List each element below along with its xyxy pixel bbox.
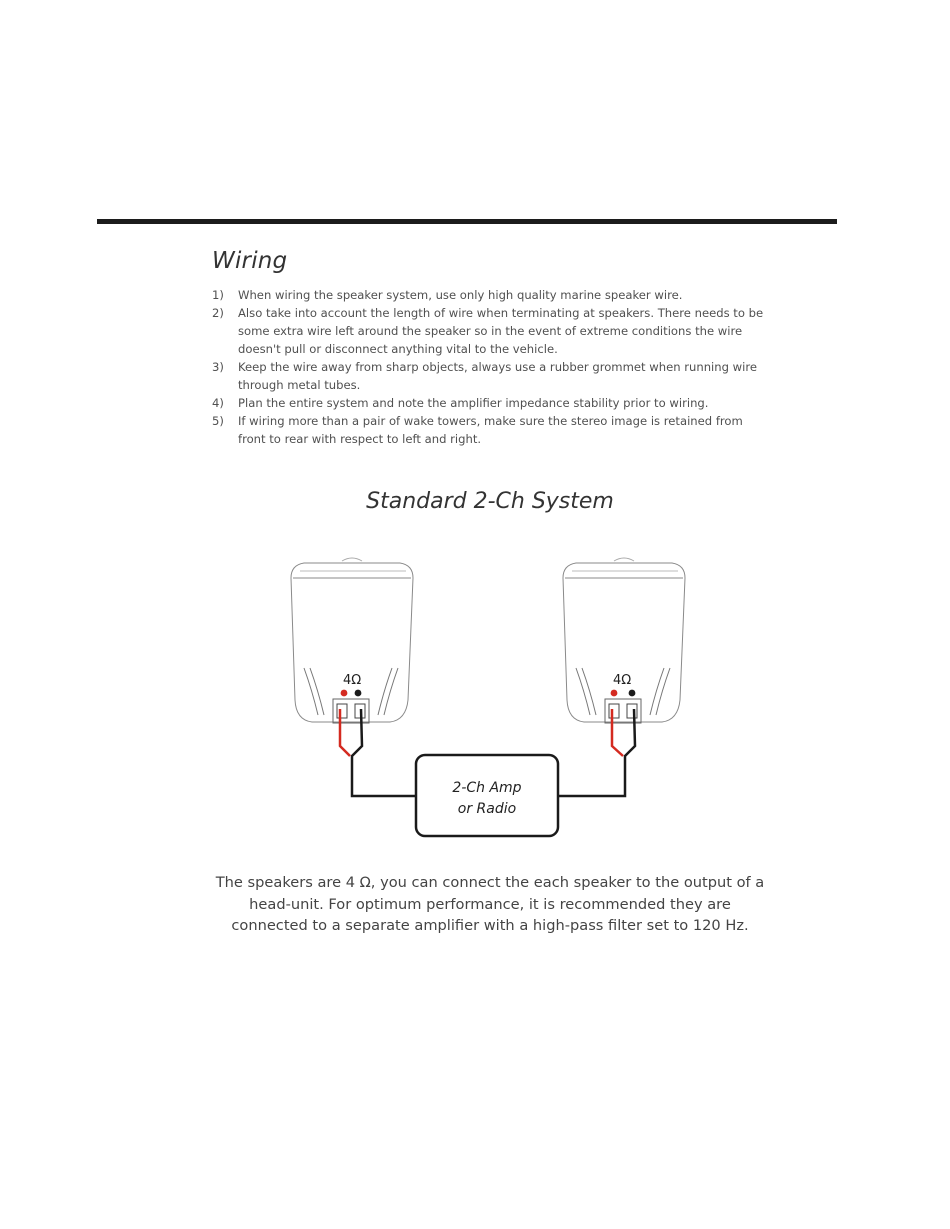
section-divider <box>97 219 837 224</box>
list-item-text: When wiring the speaker system, use only high quality marine speaker wire. <box>238 288 683 302</box>
list-item-number: 2) <box>212 306 224 320</box>
list-item <box>212 358 772 394</box>
list-item-text: Plan the entire system and note the amplifier impedance stability prior to wiring. <box>238 396 709 410</box>
list-item <box>212 412 772 448</box>
list-item-text: Keep the wire away from sharp objects, always use a rubber grommet when running wire through metal tubes. <box>238 360 758 392</box>
amplifier-label-line1: 2-Ch Amp <box>452 780 522 796</box>
list-item-number: 3) <box>212 360 224 374</box>
diagram-title: Standard 2-Ch System <box>366 489 614 514</box>
section-title: Wiring <box>212 248 288 274</box>
impedance-note: The speakers are 4 Ω, you can connect the each speaker to the output of a head-unit. For optimum performance, it is recommended they are connected to a separate amplifier with a high-pass filter set to 120 Hz. <box>215 874 765 934</box>
right-positive-terminal-dot <box>611 690 618 697</box>
list-item <box>212 394 772 412</box>
right-speaker-impedance: 4Ω <box>613 673 632 688</box>
list-item <box>212 304 772 358</box>
wiring-steps-list <box>212 286 772 448</box>
right-positive-wire <box>612 709 623 756</box>
list-item-text: If wiring more than a pair of wake towers, make sure the stereo image is retained from front to rear with respect to left and right. <box>238 414 743 446</box>
left-positive-terminal-dot <box>341 690 348 697</box>
left-positive-wire <box>340 709 350 756</box>
list-item-number: 5) <box>212 414 224 428</box>
left-negative-terminal-dot <box>355 690 362 697</box>
list-item <box>212 286 772 304</box>
right-negative-terminal-dot <box>629 690 636 697</box>
amplifier-label-line2: or Radio <box>457 801 517 817</box>
list-item-text: Also take into account the length of wire when terminating at speakers. There needs to be some extra wire left around the speaker so in the event of extreme conditions the wire doesn't pull or disconnect anything vital to the vehicle. <box>238 306 764 356</box>
list-item-number: 4) <box>212 396 224 410</box>
left-speaker-impedance: 4Ω <box>343 673 362 688</box>
left-speaker <box>291 558 413 723</box>
list-item-number: 1) <box>212 288 224 302</box>
right-speaker <box>563 558 685 723</box>
